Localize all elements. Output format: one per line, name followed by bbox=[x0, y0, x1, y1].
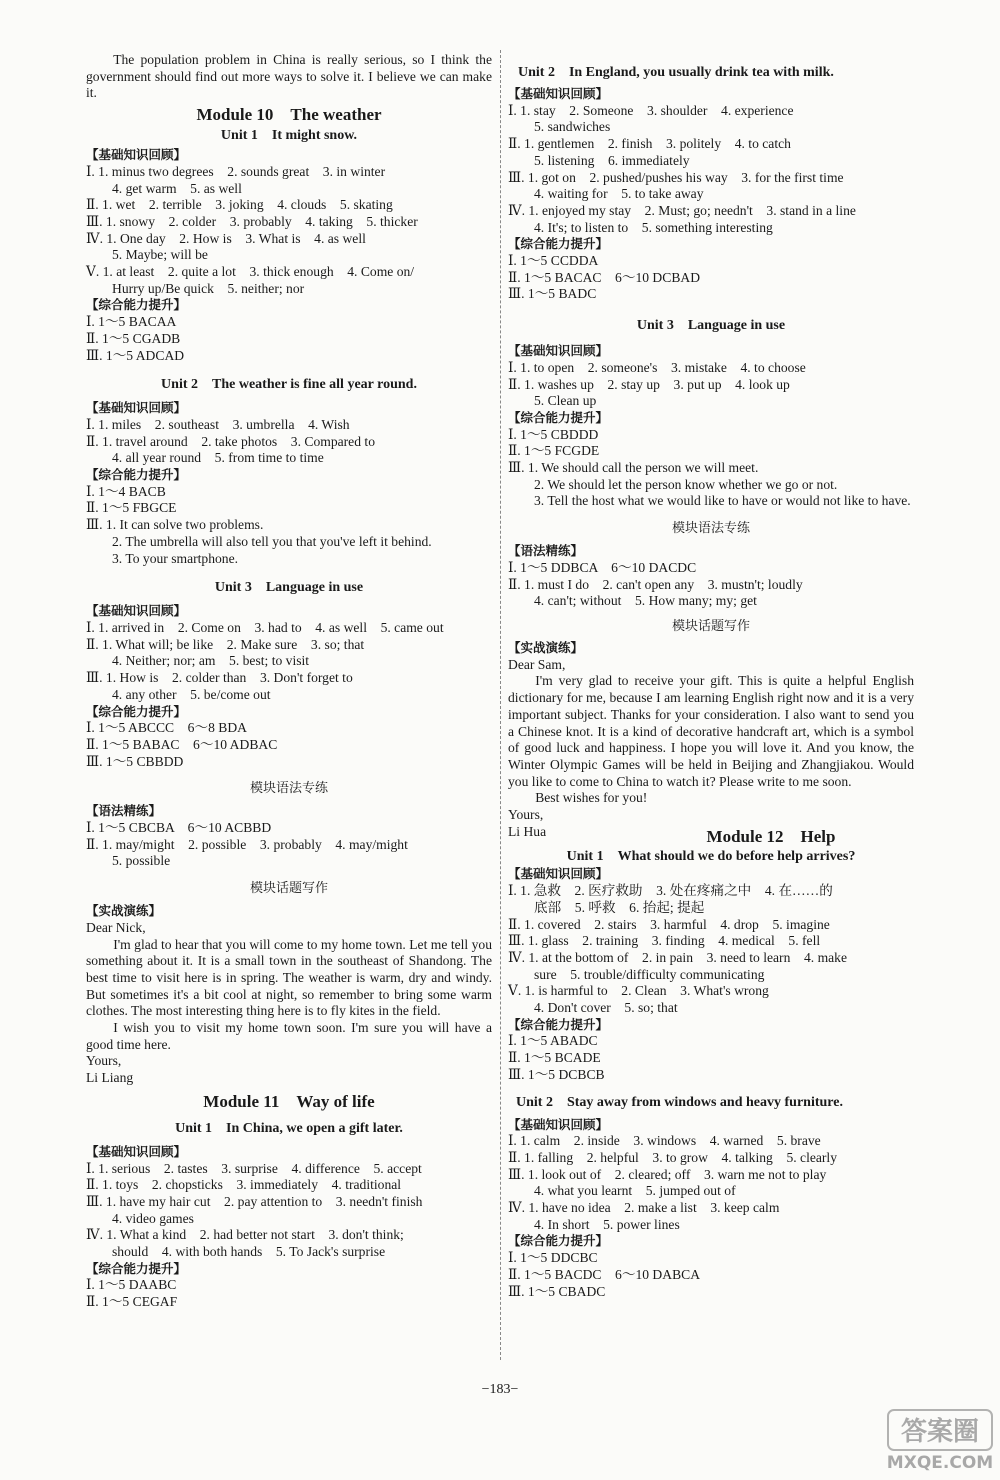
answer-line: Ⅱ. 1～5 CEGAF bbox=[86, 1294, 178, 1310]
answer-line: 4. Don't cover 5. so; that bbox=[534, 1000, 678, 1016]
answer-line: Ⅰ. 1～5 DDBCA 6～10 DACDC bbox=[508, 559, 697, 575]
answer-line: Ⅲ. 1. glass 2. training 3. finding 4. medical 5. fell bbox=[508, 933, 821, 949]
answer-line: 4. all year round 5. from time to time bbox=[112, 450, 324, 466]
section-label: 【实战演练】 bbox=[86, 903, 162, 919]
answer-line: Ⅲ. 1. have my hair cut 2. pay attention to 3. needn't finish bbox=[86, 1193, 423, 1209]
answer-line: 4. get warm 5. as well bbox=[112, 180, 242, 196]
answer-line: Ⅱ. 1～5 BCADE bbox=[508, 1050, 601, 1066]
answer-line: Ⅲ. 1～5 CBADC bbox=[508, 1283, 606, 1299]
section-label: 【综合能力提升】 bbox=[86, 467, 187, 483]
answer-line: Ⅱ. 1～5 FBGCE bbox=[86, 500, 177, 516]
section-label: 【基础知识回顾】 bbox=[86, 1143, 187, 1159]
letter-greeting: Dear Sam, bbox=[508, 656, 566, 672]
answer-line: Ⅱ. 1～5 BABAC 6～10 ADBAC bbox=[86, 736, 278, 752]
answer-line: Ⅰ. 1. calm 2. inside 3. windows 4. warned 5. brave bbox=[508, 1133, 821, 1149]
answer-line: 4. Neither; nor; am 5. best; to visit bbox=[112, 653, 310, 669]
answer-line: Ⅰ. 1. serious 2. tastes 3. surprise 4. difference 5. accept bbox=[86, 1160, 422, 1176]
answer-line: Ⅰ. 1. stay 2. Someone 3. shoulder 4. experience bbox=[508, 102, 794, 118]
answer-line: Ⅰ. 1. 急救 2. 医疗救助 3. 处在疼痛之中 4. 在……的 bbox=[508, 883, 833, 899]
answer-line: Ⅲ. 1. look out of 2. cleared; off 3. warn me not to play bbox=[508, 1166, 827, 1182]
module-10-title: Module 10 The weather bbox=[196, 105, 382, 125]
answer-line: 2. The umbrella will also tell you that you've left it behind. bbox=[112, 533, 432, 549]
letter-body: I'm glad to hear that you will come to my home town. Let me tell you something about it. It is a small town in the southeast of Shandong. The best time to visit here is in spring. The weather is warm, dry and windy. But sometimes it's a bit cool at night, so remember to bring some warm clothes. The most interesting thing here is to fly kites in the field. bbox=[86, 936, 492, 1019]
section-label: 【综合能力提升】 bbox=[86, 297, 187, 313]
watermark-text: 答案圈 bbox=[900, 1417, 980, 1447]
answer-line: Ⅳ. 1. enjoyed my stay 2. Must; go; needn't 3. stand in a line bbox=[508, 202, 856, 218]
answer-line: 4. any other 5. be/come out bbox=[112, 686, 271, 702]
topic-writing-title: 模块话题写作 bbox=[249, 881, 328, 897]
letter-closing: Yours, bbox=[508, 807, 544, 823]
section-label: 【综合能力提升】 bbox=[508, 236, 609, 252]
m12-unit1-title: Unit 1 What should we do before help arrives? bbox=[566, 849, 856, 865]
answer-line: Ⅱ. 1. gentlemen 2. finish 3. politely 4. to catch bbox=[508, 136, 791, 152]
answer-line: Ⅰ. 1～5 ABADC bbox=[508, 1033, 598, 1049]
answer-line: Ⅲ. 1. We should call the person we will meet. bbox=[508, 460, 759, 476]
section-label: 【基础知识回顾】 bbox=[86, 603, 187, 619]
answer-line: 5. Clean up bbox=[534, 393, 597, 409]
answer-line: Ⅲ. 1～5 CBBDD bbox=[86, 753, 184, 769]
section-label: 【语法精练】 bbox=[86, 803, 162, 819]
grammar-practice-title: 模块语法专练 bbox=[671, 521, 750, 537]
answer-line: Ⅲ. 1. snowy 2. colder 3. probably 4. taking 5. thicker bbox=[86, 213, 418, 229]
m10-unit3-title: Unit 3 Language in use bbox=[214, 580, 364, 596]
section-label: 【综合能力提升】 bbox=[86, 703, 187, 719]
section-label: 【基础知识回顾】 bbox=[508, 866, 609, 882]
answer-line: 5. sandwiches bbox=[534, 119, 611, 135]
section-label: 【语法精练】 bbox=[508, 543, 584, 559]
m10-unit2-title: Unit 2 The weather is fine all year round. bbox=[161, 377, 417, 393]
m11-unit3-title: Unit 3 Language in use bbox=[636, 318, 786, 334]
m11-unit1-title: Unit 1 In China, we open a gift later. bbox=[175, 1120, 403, 1136]
section-label: 【实战演练】 bbox=[508, 639, 584, 655]
section-label: 【基础知识回顾】 bbox=[508, 1116, 609, 1132]
watermark-url: MXQE.COM bbox=[886, 1453, 994, 1473]
answer-line: Ⅱ. 1. may/might 2. possible 3. probably 4. may/might bbox=[86, 836, 408, 852]
answer-line: Ⅰ. 1. arrived in 2. Come on 3. had to 4. as well 5. came out bbox=[86, 619, 444, 635]
answer-line: 4. what you learnt 5. jumped out of bbox=[534, 1183, 736, 1199]
answer-line: Ⅰ. 1～5 ABCCC 6～8 BDA bbox=[86, 720, 247, 736]
answer-line: 3. To your smartphone. bbox=[112, 550, 239, 566]
answer-line: Ⅴ. 1. at least 2. quite a lot 3. thick enough 4. Come on/ bbox=[86, 264, 415, 280]
module-12-title: Module 12 Help bbox=[706, 827, 836, 847]
intro-paragraph: The population problem in China is really serious, so I think the government should find out more ways to solve it. I believe we can make it. bbox=[86, 52, 492, 101]
answer-line: 4. It's; to listen to 5. something interesting bbox=[534, 219, 773, 235]
answer-line: Ⅲ. 1. How is 2. colder than 3. Don't forget to bbox=[86, 670, 353, 686]
answer-line: 4. waiting for 5. to take away bbox=[534, 186, 704, 202]
section-label: 【综合能力提升】 bbox=[508, 1233, 609, 1249]
answer-line: Ⅱ. 1. washes up 2. stay up 3. put up 4. look up bbox=[508, 376, 790, 392]
m10-unit1-title: Unit 1 It might snow. bbox=[220, 128, 358, 144]
answer-line: Ⅲ. 1～5 DCBCB bbox=[508, 1066, 605, 1082]
scan-artifact bbox=[360, 0, 470, 10]
answer-line: Ⅰ. 1. to open 2. someone's 3. mistake 4. to choose bbox=[508, 359, 806, 375]
letter-signature: Li Hua bbox=[508, 823, 547, 839]
answer-line: 2. We should let the person know whether we go or not. bbox=[534, 476, 838, 492]
m12-unit2-title: Unit 2 Stay away from windows and heavy furniture. bbox=[516, 1094, 843, 1110]
section-label: 【综合能力提升】 bbox=[86, 1260, 187, 1276]
answer-line: Ⅱ. 1～5 BACAC 6～10 DCBAD bbox=[508, 269, 701, 285]
answer-line: 5. listening 6. immediately bbox=[534, 152, 690, 168]
answer-line: Ⅳ. 1. at the bottom of 2. in pain 3. need to learn 4. make bbox=[508, 949, 848, 965]
section-label: 【基础知识回顾】 bbox=[508, 343, 609, 359]
section-label: 【综合能力提升】 bbox=[508, 1016, 609, 1032]
answer-line: Ⅴ. 1. is harmful to 2. Clean 3. What's wrong bbox=[508, 983, 769, 999]
module-11-title: Module 11 Way of life bbox=[203, 1091, 375, 1111]
section-label: 【基础知识回顾】 bbox=[508, 86, 609, 101]
answer-line: Ⅱ. 1～5 FCGDE bbox=[508, 443, 600, 459]
answer-line: Ⅰ. 1～4 BACB bbox=[86, 483, 166, 499]
answer-line: Ⅱ. 1～5 CGADB bbox=[86, 330, 181, 346]
letter-wishes: Best wishes for you! bbox=[535, 790, 648, 806]
answer-line: 4. In short 5. power lines bbox=[534, 1216, 680, 1232]
answer-line: 3. Tell the host what we would like to have or would not like to have. bbox=[534, 493, 911, 509]
answer-line: Ⅰ. 1～5 DAABC bbox=[86, 1277, 177, 1293]
answer-line: Ⅱ. 1. travel around 2. take photos 3. Compared to bbox=[86, 433, 375, 449]
answer-line: Ⅰ. 1～5 CCDDA bbox=[508, 253, 599, 269]
letter-body: I wish you to visit my home town soon. I'm sure you will have a good time here. bbox=[86, 1020, 492, 1052]
answer-line: should 4. with both hands 5. To Jack's surprise bbox=[112, 1244, 386, 1260]
answer-line: 底部 5. 呼救 6. 抬起; 提起 bbox=[534, 899, 705, 915]
right-column bbox=[508, 52, 914, 1300]
answer-line: Ⅰ. 1～5 DDCBC bbox=[508, 1250, 598, 1266]
answer-line: 5. possible bbox=[112, 853, 171, 869]
answer-line: Ⅰ. 1. minus two degrees 2. sounds great 3. in winter bbox=[86, 163, 386, 179]
letter-signature: Li Liang bbox=[86, 1070, 134, 1086]
letter-closing: Yours, bbox=[86, 1053, 122, 1069]
section-label: 【基础知识回顾】 bbox=[86, 147, 187, 163]
answer-line: Ⅱ. 1. covered 2. stairs 3. harmful 4. drop 5. imagine bbox=[508, 916, 830, 932]
section-label: 【基础知识回顾】 bbox=[86, 400, 187, 416]
answer-line: 4. video games bbox=[112, 1210, 194, 1226]
answer-line: Ⅰ. 1. miles 2. southeast 3. umbrella 4. Wish bbox=[86, 416, 350, 432]
answer-line: Ⅳ. 1. What a kind 2. had better not start 3. don't think; bbox=[86, 1227, 404, 1243]
left-column bbox=[86, 52, 492, 1311]
m11-unit2-title: Unit 2 In England, you usually drink tea with milk. bbox=[518, 65, 834, 80]
answer-line: 5. Maybe; will be bbox=[112, 247, 208, 263]
answer-line: Ⅱ. 1. falling 2. helpful 3. to grow 4. talking 5. clearly bbox=[508, 1149, 838, 1165]
answer-line: Ⅰ. 1～5 CBDDD bbox=[508, 426, 599, 442]
answer-line: Ⅱ. 1. toys 2. chopsticks 3. immediately 4. traditional bbox=[86, 1177, 402, 1193]
answer-line: Ⅱ. 1～5 BACDC 6～10 DABCA bbox=[508, 1266, 701, 1282]
page-number: −183− bbox=[481, 1382, 519, 1397]
answer-line: Ⅲ. 1. It can solve two problems. bbox=[86, 517, 264, 533]
answer-line: Ⅳ. 1. have no idea 2. make a list 3. keep calm bbox=[508, 1200, 780, 1216]
grammar-practice-title: 模块语法专练 bbox=[249, 781, 328, 797]
answer-line: Ⅱ. 1. must I do 2. can't open any 3. mustn't; loudly bbox=[508, 576, 803, 592]
answer-line: 4. can't; without 5. How many; my; get bbox=[534, 593, 757, 609]
answer-line: sure 5. trouble/difficulty communicating bbox=[534, 966, 765, 982]
answer-line: Ⅰ. 1～5 BACAA bbox=[86, 314, 177, 330]
letter-greeting: Dear Nick, bbox=[86, 919, 146, 935]
section-label: 【综合能力提升】 bbox=[508, 409, 609, 425]
topic-writing-title: 模块话题写作 bbox=[671, 618, 750, 634]
answer-line: Ⅲ. 1～5 BADC bbox=[508, 286, 597, 302]
answer-line: Ⅲ. 1～5 ADCAD bbox=[86, 347, 185, 363]
column-divider bbox=[500, 50, 501, 1360]
answer-line: Ⅱ. 1. What will; be like 2. Make sure 3. so; that bbox=[86, 636, 365, 652]
watermark-logo bbox=[886, 1408, 994, 1474]
answer-line: Ⅲ. 1. got on 2. pushed/pushes his way 3. for the first time bbox=[508, 169, 844, 185]
answer-line: Ⅳ. 1. One day 2. How is 3. What is 4. as well bbox=[86, 230, 366, 246]
answer-line: Ⅱ. 1. wet 2. terrible 3. joking 4. clouds 5. skating bbox=[86, 197, 393, 213]
letter-body: I'm very glad to receive your gift. This is quite a helpful English dictionary for me, because I am learning English right now and it is a very important subject. Thanks for your consideration. I also want to send you a Chinese knot. It is a kind of decorative handcraft art, which is a symbol of good luck and happiness. I hope you will love it. And you know, the Winter Olympic Games will be held in Beijing and Zhangjiakou. Would you like to come to China to watch it? Please write to me soon. bbox=[508, 673, 914, 789]
answer-line: Hurry up/Be quick 5. neither; nor bbox=[112, 280, 305, 296]
answer-line: Ⅰ. 1～5 CBCBA 6～10 ACBBD bbox=[86, 820, 272, 836]
